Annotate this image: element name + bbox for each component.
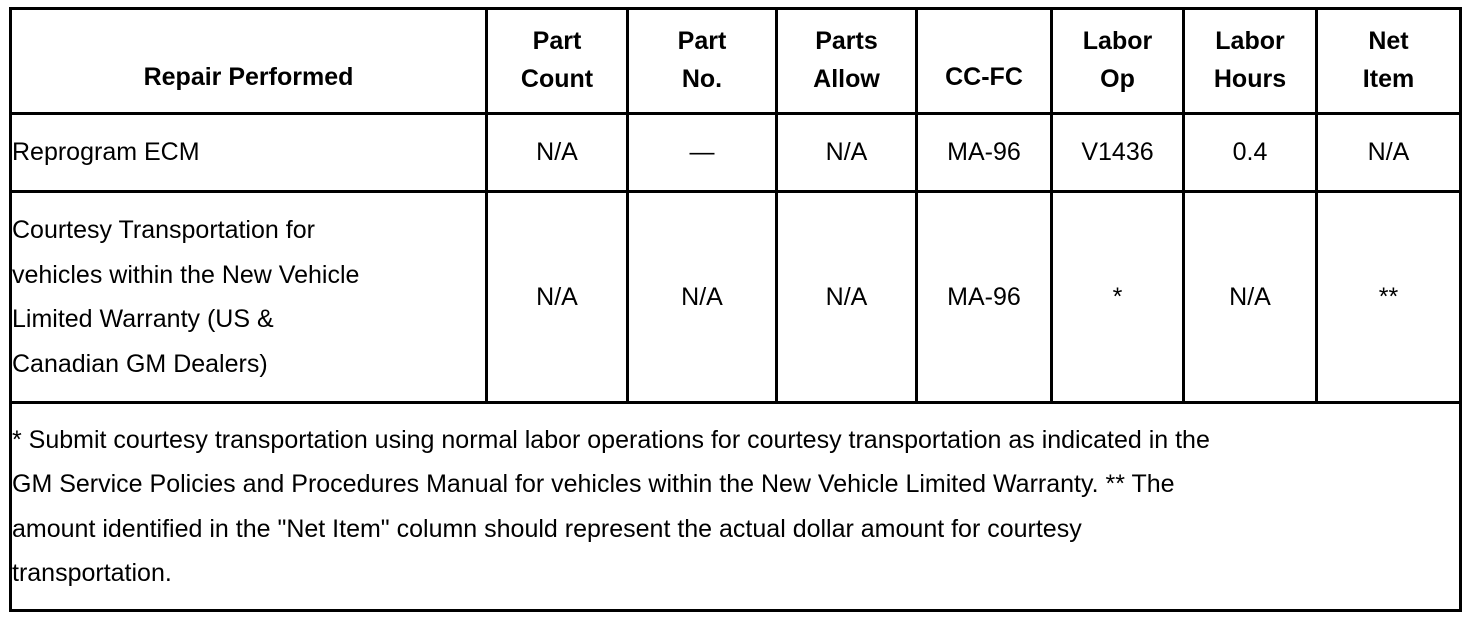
header-labor-op: Labor Op <box>1052 9 1184 114</box>
footnote-line: transportation. <box>12 559 172 587</box>
cell-cc-fc: MA-96 <box>917 114 1052 192</box>
header-cc-fc: CC-FC <box>917 9 1052 114</box>
labor-operation-table <box>9 7 1462 612</box>
table-row <box>11 114 1461 192</box>
cell-parts-allow: N/A <box>777 192 917 403</box>
cell-repair-performed: Courtesy Transportation for vehicles within the New Vehicle Limited Warranty (US & Canadian GM Dealers) <box>11 192 487 403</box>
header-repair-performed: Repair Performed <box>11 9 487 114</box>
cell-net-item: N/A <box>1317 114 1461 192</box>
cell-part-no: — <box>628 114 777 192</box>
table-header-row <box>11 9 1461 114</box>
footnote-line: GM Service Policies and Procedures Manual for vehicles within the New Vehicle Limited Warranty. ** The <box>12 470 1175 498</box>
footnote-row <box>11 403 1461 611</box>
cell-part-count: N/A <box>487 114 628 192</box>
header-labor-hours: Labor Hours <box>1184 9 1317 114</box>
cell-labor-hours: 0.4 <box>1184 114 1317 192</box>
cell-labor-op: V1436 <box>1052 114 1184 192</box>
table-row <box>11 192 1461 403</box>
cell-repair-performed: Reprogram ECM <box>11 114 487 192</box>
cell-part-count: N/A <box>487 192 628 403</box>
footnote-cell <box>11 403 1461 611</box>
cell-cc-fc: MA-96 <box>917 192 1052 403</box>
header-net-item: Net Item <box>1317 9 1461 114</box>
header-part-count: Part Count <box>487 9 628 114</box>
header-parts-allow: Parts Allow <box>777 9 917 114</box>
cell-labor-hours: N/A <box>1184 192 1317 403</box>
header-part-no: Part No. <box>628 9 777 114</box>
cell-part-no: N/A <box>628 192 777 403</box>
cell-net-item: ** <box>1317 192 1461 403</box>
footnote-line: amount identified in the "Net Item" column should represent the actual dollar amount for courtesy <box>12 514 1082 543</box>
footnote-line: * Submit courtesy transportation using normal labor operations for courtesy transportation as indicated in the <box>12 425 1210 454</box>
cell-parts-allow: N/A <box>777 114 917 192</box>
cell-labor-op: * <box>1052 192 1184 403</box>
